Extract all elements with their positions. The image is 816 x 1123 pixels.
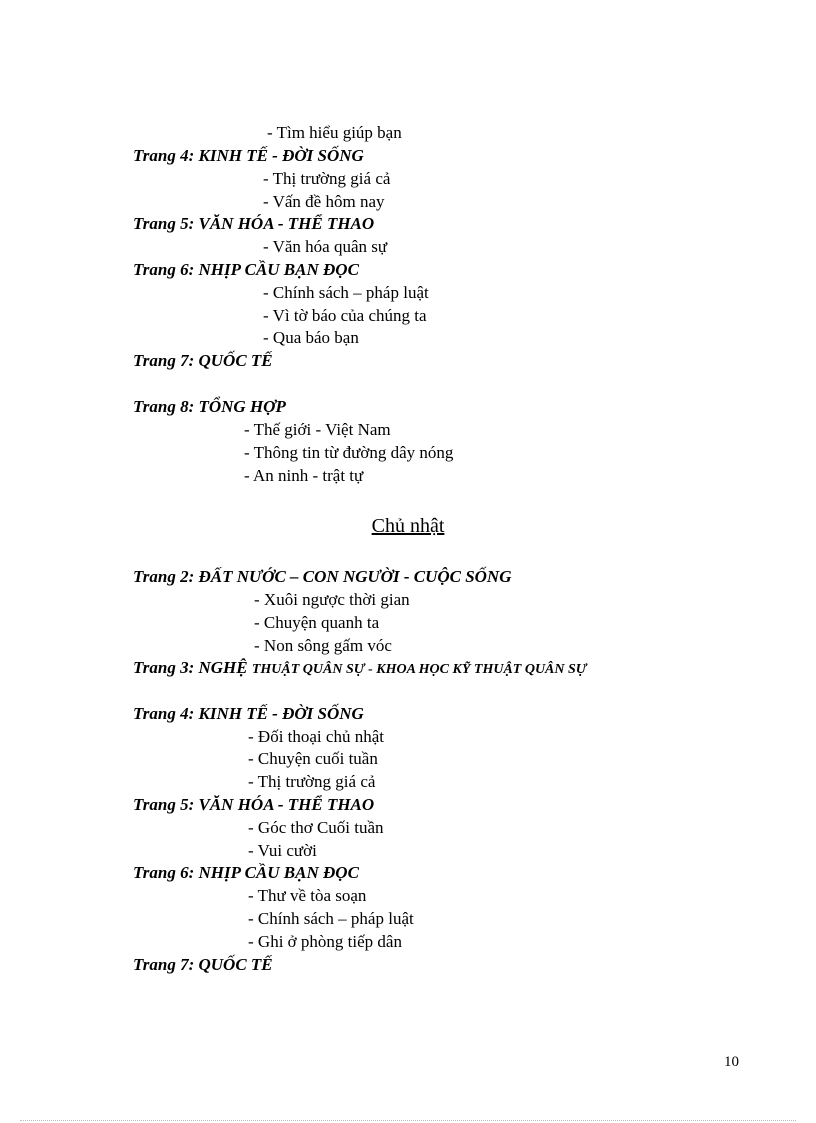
list-item: - Thế giới - Việt Nam <box>244 420 391 439</box>
section-heading: Trang 6: NHỊP CẦU BẠN ĐỌC <box>133 863 359 882</box>
heading-text-small: THUẬT QUÂN SỰ - KHOA HỌC KỸ THUẬT QUÂN SỰ <box>251 662 587 677</box>
section-heading: Trang 5: VĂN HÓA - THỂ THAO <box>133 795 375 814</box>
list-item: - Ghi ở phòng tiếp dân <box>248 932 402 951</box>
page-divider <box>20 1120 796 1121</box>
list-item: - Vấn đề hôm nay <box>263 192 385 211</box>
list-item: - Chính sách – pháp luật <box>248 909 414 928</box>
list-item: - Đối thoại chủ nhật <box>248 727 384 746</box>
section-heading: Trang 8: TỔNG HỢP <box>133 397 286 416</box>
list-item: - Văn hóa quân sự <box>263 237 388 256</box>
section-heading: Trang 4: KINH TẾ - ĐỜI SỐNG <box>133 704 364 723</box>
list-item: - Tìm hiểu giúp bạn <box>267 123 402 142</box>
section-heading: Trang 4: KINH TẾ - ĐỜI SỐNG <box>133 146 364 165</box>
list-item: - Góc thơ Cuối tuần <box>248 818 384 837</box>
section-heading: Trang 7: QUỐC TẾ <box>133 351 273 370</box>
list-item: - Xuôi ngược thời gian <box>254 590 410 609</box>
section-heading: Trang 2: ĐẤT NƯỚC – CON NGƯỜI - CUỘC SỐNG <box>133 567 512 586</box>
list-item: - Thị trường giá cả <box>263 169 391 188</box>
list-item: - Thị trường giá cả <box>248 772 376 791</box>
page-number: 10 <box>724 1054 739 1070</box>
list-item: - Vì tờ báo của chúng ta <box>263 306 427 325</box>
list-item: - Vui cười <box>248 841 317 860</box>
list-item: - Chuyện cuối tuần <box>248 749 378 768</box>
section-heading: Trang 5: VĂN HÓA - THỂ THAO <box>133 214 375 233</box>
heading-text: Trang 3: NGHỆ <box>133 658 248 677</box>
section-heading <box>133 657 587 681</box>
list-item: - Thông tin từ đường dây nóng <box>244 443 454 462</box>
list-item: - Chuyện quanh ta <box>254 613 380 632</box>
section-title-text: Chủ nhật <box>371 515 445 537</box>
list-item: - An ninh - trật tự <box>244 466 364 485</box>
section-heading: Trang 7: QUỐC TẾ <box>133 955 273 974</box>
list-item: - Chính sách – pháp luật <box>263 283 429 302</box>
section-heading: Trang 6: NHỊP CẦU BẠN ĐỌC <box>133 260 359 279</box>
list-item: - Qua báo bạn <box>263 328 359 347</box>
list-item: - Non sông gấm vóc <box>254 636 392 655</box>
section-title <box>0 514 816 538</box>
list-item: - Thư về tòa soạn <box>248 886 367 905</box>
